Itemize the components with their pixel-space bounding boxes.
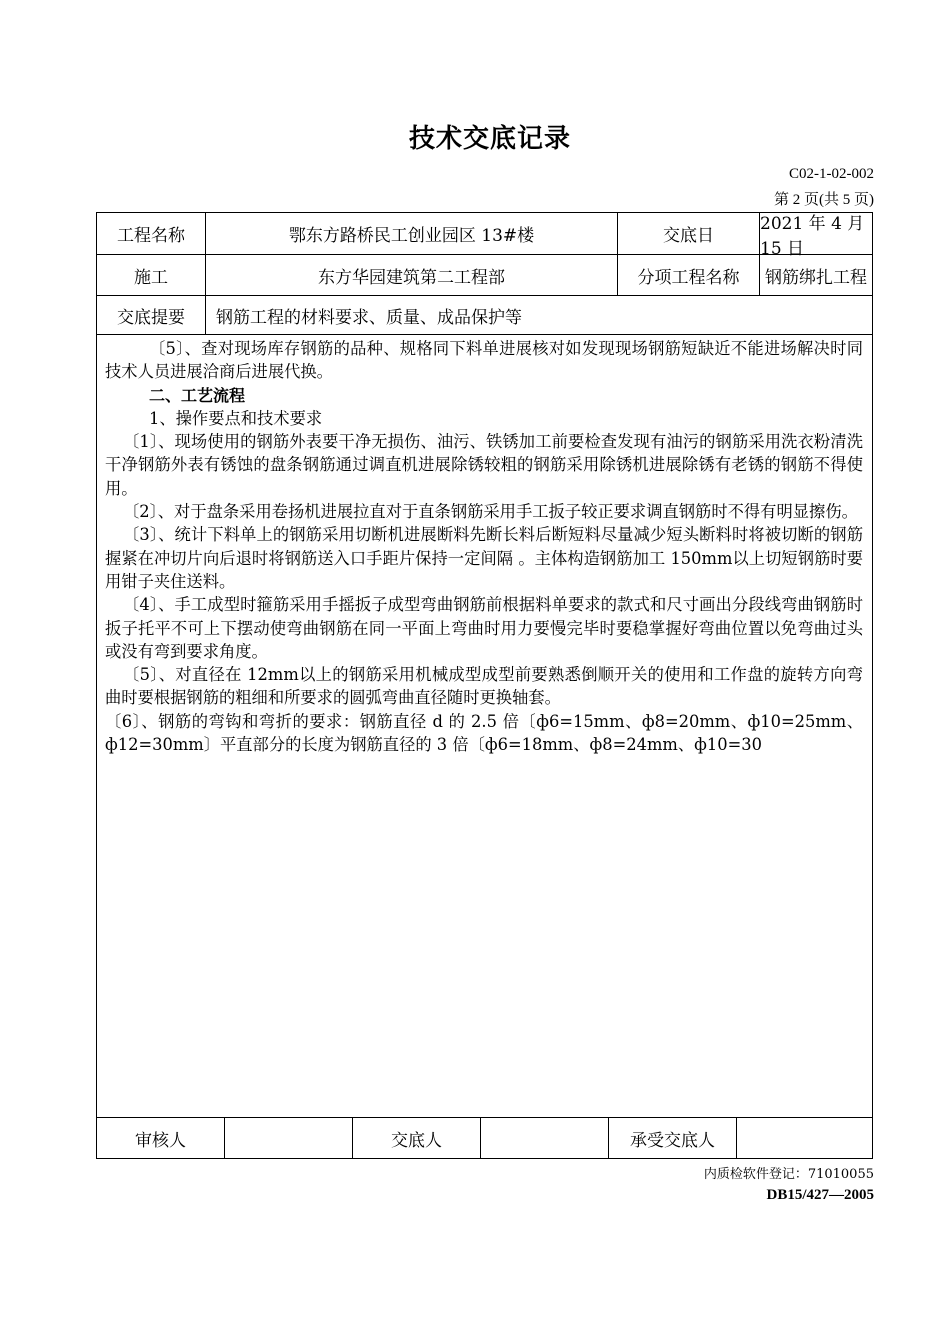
paragraph-material-check: 〔5〕、查对现场库存钢筋的品种、规格同下料单进展核对如发现现场钢筋短缺近不能进场解决时同技术人员进展洽商后进展代换。 <box>105 339 863 382</box>
document-title: 技术交底记录 <box>408 124 571 154</box>
project-value: 鄂东方路桥民工创业园区 13#楼 <box>206 213 618 254</box>
form-code: C02-1-02-002 <box>789 166 874 182</box>
subsection-heading: 1、操作要点和技术要求 <box>149 408 323 428</box>
paragraph-2: 〔2〕、对于盘条采用卷扬机进展拉直对于直条钢筋采用手工扳子较正要求调直钢筋时不得有明显擦伤。 <box>123 502 858 522</box>
constructor-label: 施工 <box>97 255 206 295</box>
standard-number: DB15/427—2005 <box>766 1187 874 1203</box>
header-row-summary <box>97 296 872 335</box>
software-registration: 内质检软件登记：71010055 <box>703 1167 874 1182</box>
date-value: 2021 年 4 月 15 日 <box>760 213 865 259</box>
reviewer-label: 审核人 <box>97 1118 225 1158</box>
discloser-label: 交底人 <box>353 1118 481 1158</box>
subitem-value: 钢筋绑扎工程 <box>765 267 867 288</box>
paragraph-4: 〔4〕、手工成型时箍筋采用手摇扳子成型弯曲钢筋前根据料单要求的款式和尺寸画出分段线弯曲钢筋时扳子托平不可上下摆动使弯曲钢筋在同一平面上弯曲时用力要慢完毕时要稳掌握好弯曲位置以免弯曲过头或没有弯到要求角度。 <box>105 595 863 661</box>
summary-label: 交底提要 <box>97 296 206 334</box>
receiver-value <box>737 1118 872 1158</box>
page-number: 第 2 页(共 5 页) <box>774 192 874 208</box>
header-row-constructor <box>97 255 872 296</box>
section-heading: 二、工艺流程 <box>149 385 246 405</box>
paragraph-3: 〔3〕、统计下料单上的钢筋采用切断机进展断料先断长料后断短料尽量减少短头断料时将被切断的钢筋握紧在冲切片向后退时将钢筋送入口手距片保持一定间隔 。主体构造钢筋加工 150mm以上切短钢筋时要用钳子夹住送料。 <box>105 525 863 591</box>
paragraph-5: 〔5〕、对直径在 12mm以上的钢筋采用机械成型成型前要熟悉倒顺开关的使用和工作盘的旋转方向弯曲时要根据钢筋的粗细和所要求的圆弧弯曲直径随时更换轴套。 <box>105 665 863 708</box>
header-row-project <box>97 213 872 259</box>
date-label: 交底日 <box>618 213 760 254</box>
summary-value: 钢筋工程的材料要求、质量、成品保护等 <box>216 307 522 328</box>
subitem-label: 分项工程名称 <box>618 255 760 295</box>
discloser-value <box>481 1118 609 1158</box>
constructor-value: 东方华园建筑第二工程部 <box>206 255 618 295</box>
project-label: 工程名称 <box>97 213 206 254</box>
disclosure-content <box>105 337 863 756</box>
signature-row <box>97 1117 872 1158</box>
reviewer-value <box>225 1118 353 1158</box>
paragraph-1: 〔1〕、现场使用的钢筋外表要干净无损伤、油污、铁锈加工前要检查发现有油污的钢筋采用洗衣粉清洗干净钢筋外表有锈蚀的盘条钢筋通过调直机进展除锈较粗的钢筋采用除锈机进展除锈有老锈的钢筋不得使用。 <box>105 432 863 498</box>
record-table <box>96 212 873 1159</box>
paragraph-6: 〔6〕、钢筋的弯钩和弯折的要求：钢筋直径 d 的 2.5 倍〔ф6=15mm、ф8=20mm、ф10=25mm、ф12=30mm〕平直部分的长度为钢筋直径的 3 倍〔ф6=18mm、ф8=24mm、ф10=30 <box>105 711 863 755</box>
receiver-label: 承受交底人 <box>609 1118 737 1158</box>
